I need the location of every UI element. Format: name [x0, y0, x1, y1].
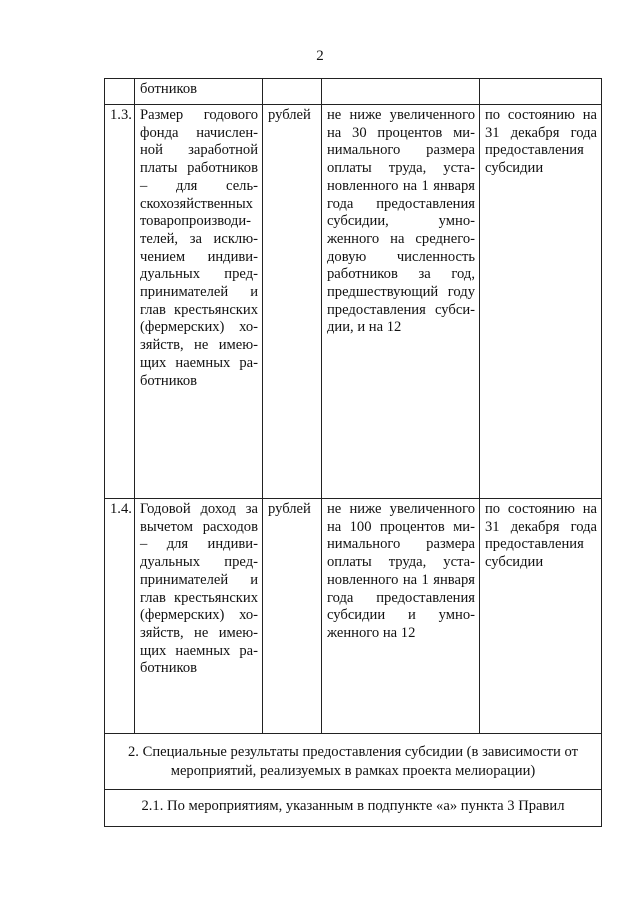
- cell-name: ботников: [135, 79, 263, 105]
- cell-value: не ниже увеличенного на 100 процентов минимального размера оплаты труда, установленного на 1 января года предоставления субсидии и умноженного на 12: [322, 499, 480, 734]
- section-heading-2-1: 2.1. По мероприятиям, указанным в подпункте «а» пункта 3 Правил: [105, 790, 602, 827]
- page-number: 2: [316, 48, 324, 64]
- cell-name: Годовой доход за вычетом расходов – для индивидуальных предпринимателей и глав крестьянских (фермерских) хозяйств, не имеющих наемных работников: [135, 499, 263, 734]
- cell-num: 1.3.: [105, 105, 135, 499]
- cell-name: Размер годового фонда начисленной заработной платы работников – для сельскохозяйственных товаропроизводителей, за исключением индивидуальных предпринимателей и глав крестьянских (фермерских) хозяйств, не имеющих наемных работников: [135, 105, 263, 499]
- cell-unit: рублей: [263, 105, 322, 499]
- cell-num: [105, 79, 135, 105]
- cell-date: [480, 79, 602, 105]
- cell-date: по состоянию на 31 декабря года предоставления субсидии: [480, 499, 602, 734]
- cell-unit: [263, 79, 322, 105]
- table-row-continuation: [105, 79, 602, 105]
- table-row-section-2: [105, 734, 602, 790]
- results-table: [104, 78, 602, 827]
- table-row-1-4: [105, 499, 602, 734]
- cell-date: по состоянию на 31 декабря года предоставления субсидии: [480, 105, 602, 499]
- table-row-1-3: [105, 105, 602, 499]
- cell-unit: рублей: [263, 499, 322, 734]
- cell-value: не ниже увеличенного на 30 процентов минимального размера оплаты труда, установленного на 1 января года предоставления субсидии, умноженного на среднегодовую численность работников за год, предшествующий году предоставления субсидии, и на 12: [322, 105, 480, 499]
- table-row-section-2-1: [105, 790, 602, 827]
- section-heading-2: 2. Специальные результаты предоставления субсидии (в зависимости от мероприятий, реализуемых в рамках проекта мелиорации): [105, 734, 602, 790]
- cell-value: [322, 79, 480, 105]
- cell-num: 1.4.: [105, 499, 135, 734]
